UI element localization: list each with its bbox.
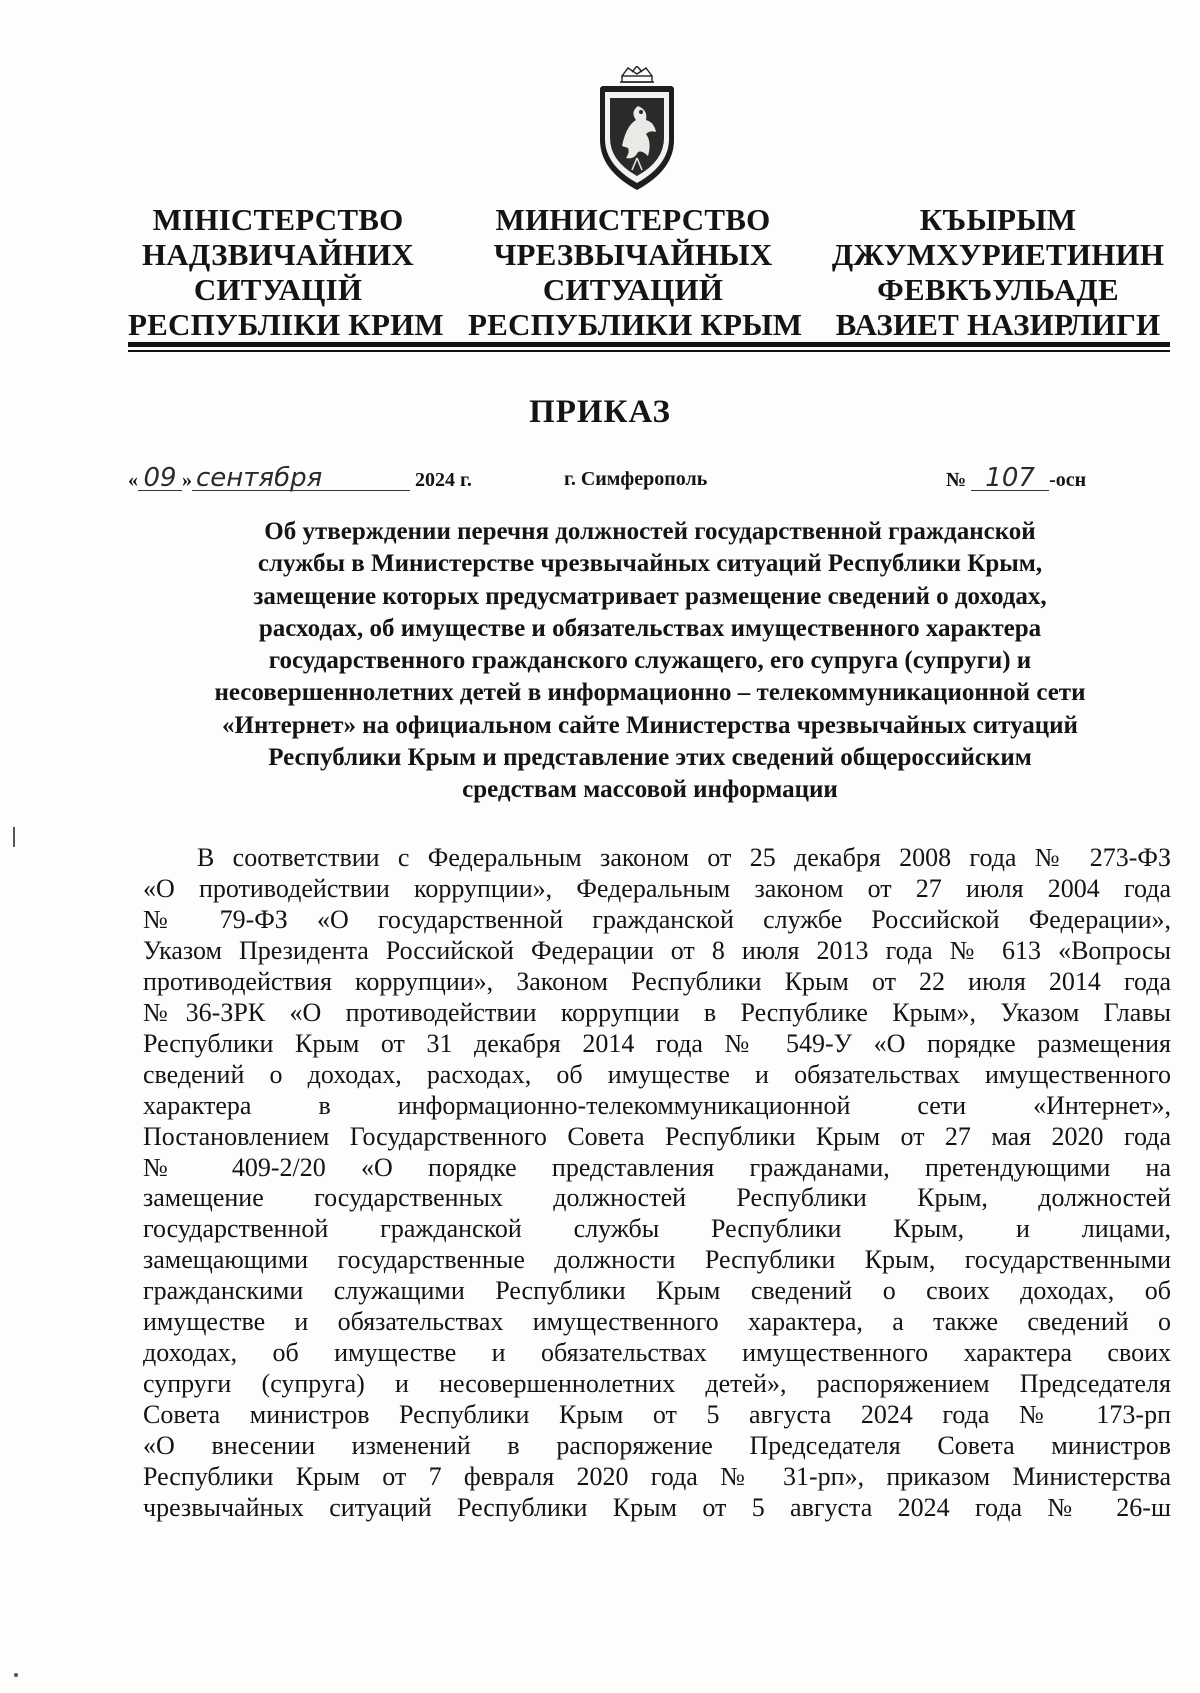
number-prefix: №	[946, 469, 967, 491]
body-line: государственной гражданской службы Республики Крым, и лицами,	[143, 1214, 1171, 1244]
order-date-row	[128, 458, 1178, 498]
date-year: 2024 г.	[415, 469, 472, 491]
body-line: замещающими государственные должности Республики Крым, государственными	[143, 1245, 1171, 1275]
date-open-quote: «	[128, 469, 138, 491]
body-line: Указом Президента Российской Федерации от 8 июля 2013 года № 613 «Вопросы	[143, 935, 1171, 965]
order-number	[946, 463, 1087, 493]
header-line: ВАЗИЕТ НАЗИРЛИГИ	[835, 307, 1161, 342]
subject-line: «Интернет» на официальном сайте Министерства чрезвычайных ситуаций	[222, 711, 1078, 739]
header-line: МІНІСТЕРСТВО	[152, 202, 404, 237]
header-line: РЕСПУБЛИКИ КРЫМ	[468, 307, 803, 342]
order-body	[143, 843, 1171, 1524]
number-value: 107	[971, 466, 1049, 491]
body-line: характера в информационно-телекоммуникационной сети «Интернет»,	[143, 1090, 1171, 1120]
subject-line: Республики Крым и представление этих сведений общероссийским	[268, 744, 1032, 772]
order-date	[128, 463, 472, 493]
header-line: СИТУАЦИЙ	[542, 272, 724, 307]
body-line: противодействия коррупции», Законом Республики Крым от 22 июля 2014 года	[143, 966, 1171, 996]
date-month: сентября	[192, 466, 410, 491]
body-line: «О противодействии коррупции», Федеральным законом от 27 июля 2004 года	[143, 873, 1171, 903]
body-line: имуществе и обязательствах имущественного характера, а также сведений о	[143, 1307, 1171, 1337]
body-line: доходах, об имуществе и обязательствах имущественного характера своих	[143, 1338, 1171, 1368]
body-line: Совета министров Республики Крым от 5 августа 2024 года № 173-рп	[143, 1400, 1171, 1430]
subject-line: замещение которых предусматривает размещение сведений о доходах,	[253, 582, 1047, 610]
subject-line: службы в Министерстве чрезвычайных ситуаций Республики Крым,	[257, 550, 1043, 578]
subject-line: государственного гражданского служащего, его супруга (супруги) и	[268, 647, 1032, 675]
body-line: гражданскими служащими Республики Крым сведений о своих доходах, об	[143, 1276, 1171, 1306]
order-city: г. Симферополь	[564, 468, 708, 490]
header-russian	[468, 202, 803, 342]
header-rule-thick	[128, 342, 1170, 347]
body-line: замещение государственных должностей Республики Крым, должностей	[143, 1183, 1171, 1213]
order-title: ПРИКАЗ	[529, 394, 671, 430]
header-line: ДЖУМХУРИЕТИНИН	[831, 237, 1165, 272]
header-crimean-tatar	[828, 202, 1168, 342]
ministry-header	[128, 202, 1168, 342]
crimea-coat-of-arms-icon	[592, 66, 682, 194]
date-close-quote: »	[182, 469, 192, 491]
header-line: НАДЗВИЧАЙНИХ	[141, 237, 414, 272]
header-line: СИТУАЦІЙ	[193, 272, 363, 307]
header-line: МИНИСТЕРСТВО	[495, 202, 771, 237]
date-day: 09	[138, 466, 182, 491]
body-line: «О внесении изменений в распоряжение Председателя Совета министров	[143, 1431, 1171, 1461]
header-rule-thin	[128, 350, 1170, 352]
header-line: КЪЫРЫМ	[919, 202, 1077, 237]
body-line: № 409-2/20 «О порядке представления гражданами, претендующими на	[143, 1152, 1171, 1182]
number-suffix: -осн	[1049, 469, 1087, 491]
header-line: ЧРЕЗВЫЧАЙНЫХ	[493, 237, 773, 272]
subject-line: расходах, об имуществе и обязательствах имущественного характера	[258, 614, 1042, 642]
body-line: № 79-ФЗ «О государственной гражданской службе Российской Федерации»,	[143, 904, 1171, 934]
subject-line: средствам массовой информации	[462, 776, 838, 804]
header-line: ФЕВКЪУЛЬАДЕ	[877, 272, 1119, 307]
body-line: №36-ЗРК «О противодействии коррупции в Республике Крым», Указом Главы	[143, 997, 1171, 1027]
body-line: Постановлением Государственного Совета Республики Крым от 27 мая 2020 года	[143, 1121, 1171, 1151]
body-line: Республики Крым от 7 февраля 2020 года № 31-рп», приказом Министерства	[143, 1462, 1171, 1492]
body-line: сведений о доходах, расходах, об имуществе и обязательствах имущественного	[143, 1059, 1171, 1089]
margin-scan-mark	[13, 827, 15, 847]
order-subject	[150, 516, 1150, 807]
header-line: РЕСПУБЛІКИ КРИМ	[128, 307, 444, 342]
body-line: Республики Крым от 31 декабря 2014 года № 549-У «О порядке размещения	[143, 1028, 1171, 1058]
subject-line: Об утверждении перечня должностей государственной гражданской	[264, 518, 1036, 545]
header-ukrainian	[128, 202, 444, 342]
subject-line: несовершеннолетних детей в информационно – телекоммуникационной сети	[214, 679, 1086, 707]
body-line: супруги (супруга) и несовершеннолетних детей», распоряжением Председателя	[143, 1369, 1171, 1399]
body-line: чрезвычайных ситуаций Республики Крым от 5 августа 2024 года № 26-ш	[143, 1493, 1171, 1523]
margin-scan-dot	[14, 1673, 18, 1677]
body-line: В соответствии с Федеральным законом от 25 декабря 2008 года № 273-ФЗ	[197, 843, 1171, 872]
